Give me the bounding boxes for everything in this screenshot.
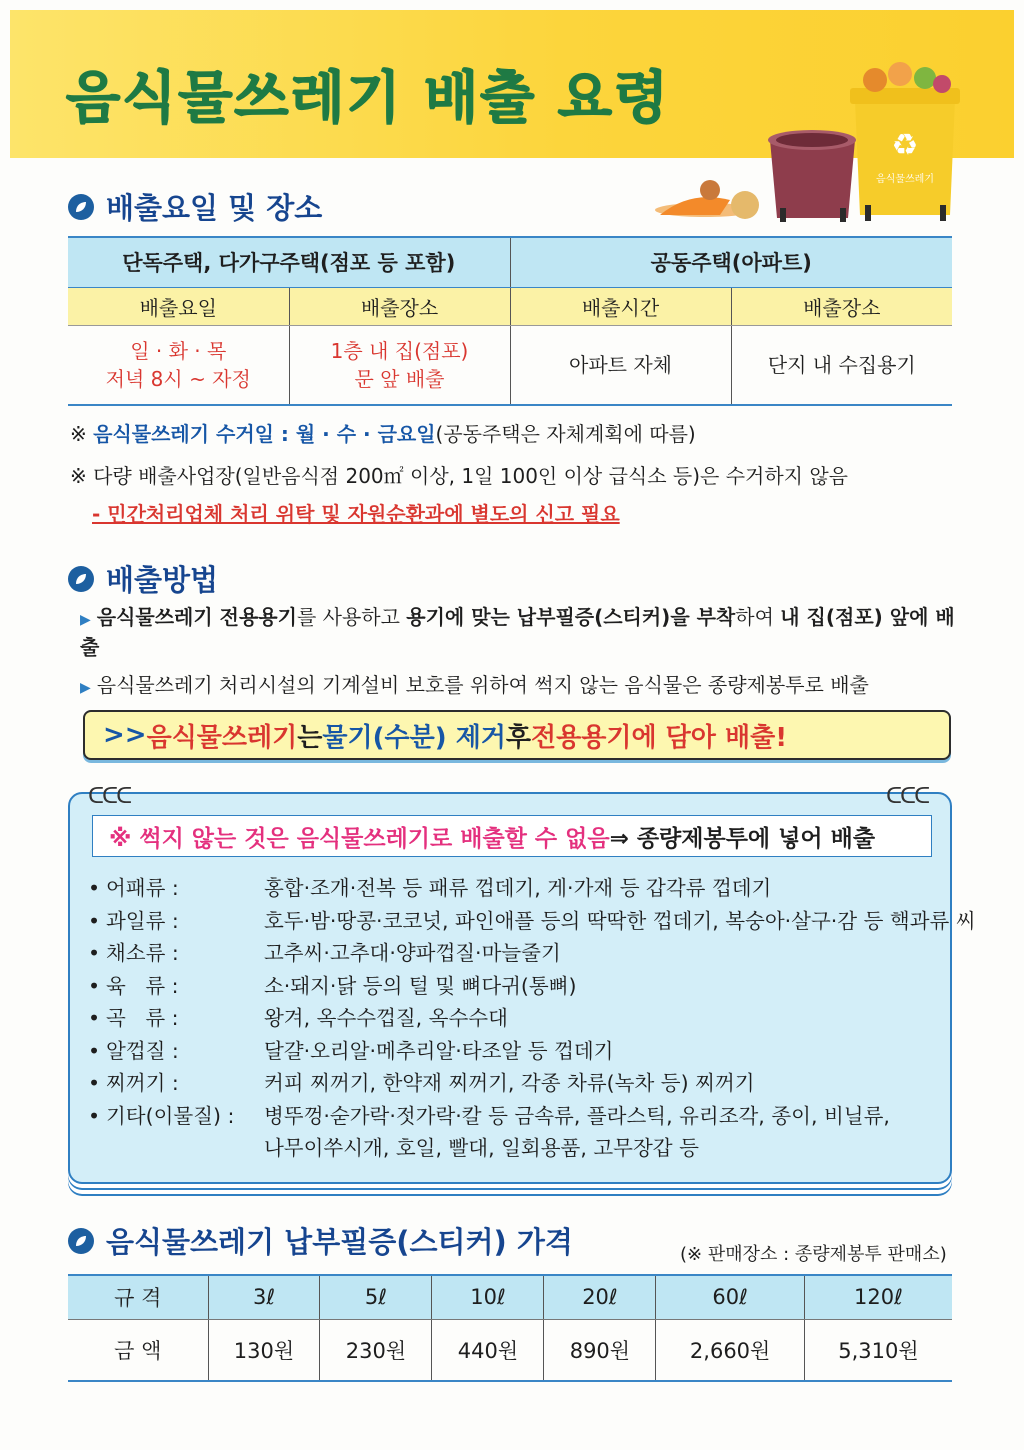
cell-day: 일 · 화 · 목 저녁 8시 ~ 자정: [68, 325, 289, 405]
notebook-rings-left: ᑕᑕᑕ: [88, 784, 131, 809]
leaf-icon: [68, 566, 94, 592]
table-group-detached: 단독주택, 다가구주택(점포 등 포함): [68, 237, 510, 287]
size-cell: 5ℓ: [320, 1275, 432, 1319]
col-header-place-apt: 배출장소: [731, 287, 952, 325]
size-cell: 10ℓ: [432, 1275, 544, 1319]
sales-location-note: (※ 판매장소 : 종량제봉투 판매소): [680, 1244, 947, 1265]
non-food-items-list: [88, 872, 976, 1165]
svg-text:♻: ♻: [891, 128, 919, 163]
price-table: [68, 1274, 952, 1382]
leaf-icon: [68, 194, 94, 220]
section-title-schedule: [68, 186, 322, 227]
row-label-size: 규 격: [68, 1275, 208, 1319]
food-waste-bins-illustration: [650, 40, 970, 230]
moisture-callout: >> 음식물쓰레기 는 물기(수분) 제거 후 전용용기에 담아 배출!: [83, 710, 951, 760]
bulk-business-note: ※ 다량 배출사업장(일반음식점 200㎡ 이상, 1일 100인 이상 급식소 등)은 수거하지 않음: [70, 464, 849, 488]
private-contractor-note: - 민간처리업체 처리 위탁 및 자원순환과에 별도의 신고 필요: [92, 502, 620, 526]
price-cell: 890원: [544, 1319, 656, 1381]
cell-place: 1층 내 집(점포) 문 앞 배출: [289, 325, 510, 405]
col-header-day: 배출요일: [68, 287, 289, 325]
leaf-icon: [68, 1228, 94, 1254]
method-bullet-1: ▶ 음식물쓰레기 전용용기를 사용하고 용기에 맞는 납부필증(스티커)을 부착하여 내 집(점포) 앞에 배출: [80, 605, 955, 659]
section-title-text: 배출요일 및 장소: [106, 191, 323, 225]
list-item: • 알껍질 : 달걀·오리알·메추리알·타조알 등 껍데기: [88, 1038, 614, 1063]
list-item: • 과일류 : 호두·밤·땅콩·코코넛, 파인애플 등의 딱딱한 껍데기, 복숭아·살구·감 등 핵과류 씨: [88, 908, 976, 933]
triangle-bullet-icon: ▶: [80, 612, 91, 628]
list-item: • 찌꺼기 : 커피 찌꺼기, 한약재 찌꺼기, 각종 차류(녹차 등) 찌꺼기: [88, 1071, 755, 1095]
notebook-rings-right: ᑕᑕᑕ: [886, 784, 929, 809]
list-item: 나무이쑤시개, 호일, 빨대, 일회용품, 고무장갑 등: [264, 1136, 699, 1160]
size-cell: 3ℓ: [208, 1275, 320, 1319]
price-cell: 440원: [432, 1319, 544, 1381]
bin-label: 음식물쓰레기: [876, 174, 934, 185]
price-cell: 130원: [208, 1319, 320, 1381]
section-title-text: 배출방법: [106, 563, 219, 597]
method-bullet-2: ▶ 음식물쓰레기 처리시설의 기계설비 보호를 위하여 썩지 않는 음식물은 종량제봉투로 배출: [80, 673, 869, 697]
cell-place-apt: 단지 내 수집용기: [731, 325, 952, 405]
cell-time: 아파트 자체: [510, 325, 731, 405]
non-food-warning: ※ 썩지 않는 것은 음식물쓰레기로 배출할 수 없음 ⇒ 종량제봉투에 넣어 배출: [92, 815, 932, 857]
section-title-price: [68, 1220, 573, 1261]
price-cell: 5,310원: [804, 1319, 952, 1381]
triangle-bullet-icon: ▶: [80, 680, 91, 696]
schedule-table: [68, 236, 952, 406]
row-label-price: 금 액: [68, 1319, 208, 1381]
price-cell: 2,660원: [656, 1319, 805, 1381]
list-item: • 기타(이물질) : 병뚜껑·숟가락·젓가락·칼 등 금속류, 플라스틱, 유리조각, 종이, 비닐류,: [88, 1103, 890, 1128]
collection-day-note: ※ 음식물쓰레기 수거일 : 월 · 수 · 금요일(공동주택은 자체계획에 따름): [70, 422, 696, 446]
size-cell: 120ℓ: [804, 1275, 952, 1319]
table-group-apartment: 공동주택(아파트): [510, 237, 952, 287]
size-cell: 20ℓ: [544, 1275, 656, 1319]
list-item: • 곡 류 : 왕겨, 옥수수껍질, 옥수수대: [88, 1006, 508, 1030]
section-title-method: [68, 558, 218, 599]
list-item: • 어패류 : 홍합·조개·전복 등 패류 껍데기, 게·가재 등 갑각류 껍데기: [88, 876, 772, 900]
size-cell: 60ℓ: [656, 1275, 805, 1319]
page-title: 음식물쓰레기 배출 요령: [66, 66, 670, 131]
col-header-place: 배출장소: [289, 287, 510, 325]
list-item: • 육 류 : 소·돼지·닭 등의 털 및 뼈다귀(통뼈): [88, 973, 577, 998]
section-title-text: 음식물쓰레기 납부필증(스티커) 가격: [106, 1225, 573, 1259]
price-cell: 230원: [320, 1319, 432, 1381]
col-header-time: 배출시간: [510, 287, 731, 325]
list-item: • 채소류 : 고추씨·고추대·양파껍질·마늘줄기: [88, 941, 561, 965]
